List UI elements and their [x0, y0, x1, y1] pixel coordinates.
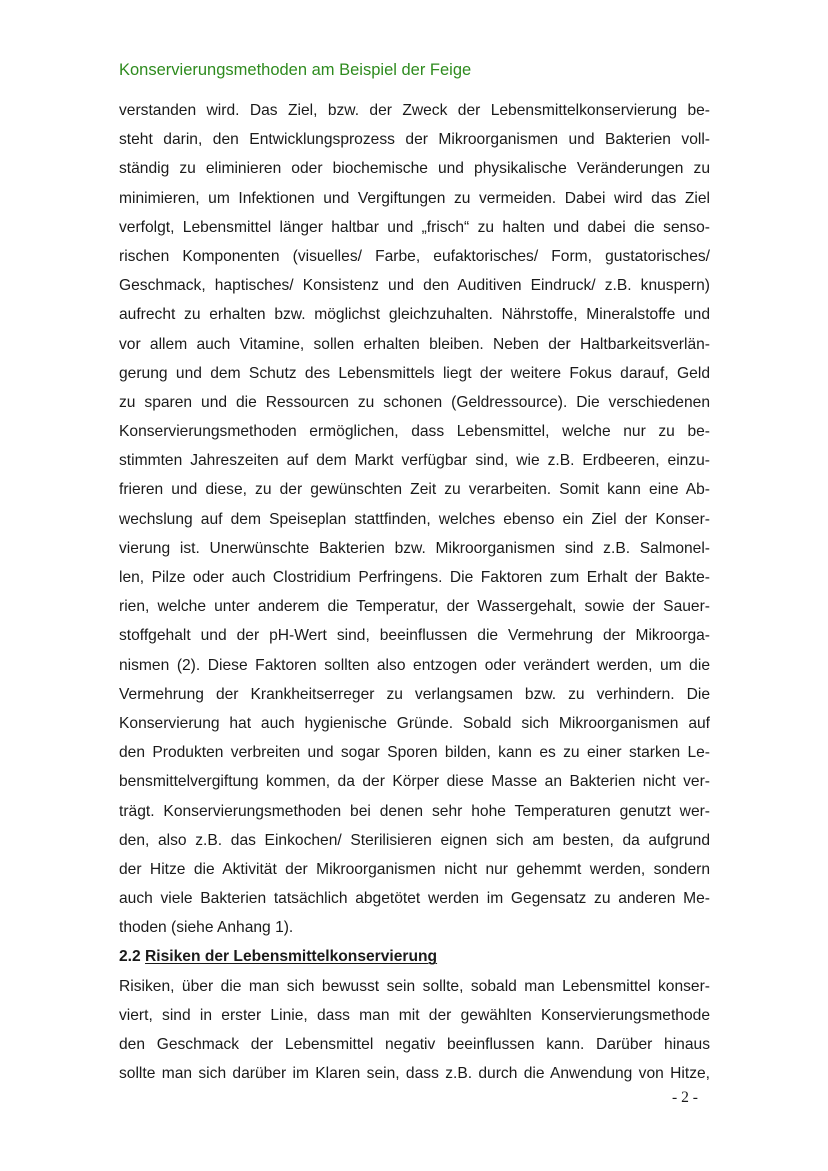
paragraph-1: [119, 96, 710, 942]
text-line: Konservierung hat auch hygienische Gründe. Sobald sich Mikroorganismen auf: [119, 714, 710, 732]
text-line: gerung und dem Schutz des Lebensmittels liegt der weitere Fokus darauf, Geld: [119, 364, 710, 382]
text-line: verfolgt, Lebensmittel länger haltbar und „frisch“ zu halten und dabei die senso-: [119, 218, 710, 236]
page-number: - 2 -: [672, 1089, 698, 1106]
text-line: aufrecht zu erhalten bzw. möglichst gleichzuhalten. Nährstoffe, Mineralstoffe und: [119, 306, 710, 324]
text-line: minimieren, um Infektionen und Vergiftungen zu vermeiden. Dabei wird das Ziel: [119, 189, 710, 207]
section-heading: [119, 942, 710, 971]
text-line: zu sparen und die Ressourcen zu schonen (Geldressource). Die verschiedenen: [119, 393, 710, 411]
text-line: rischen Komponenten (visuelles/ Farbe, eufaktorisches/ Form, gustatorisches/: [119, 247, 710, 265]
text-line: thoden (siehe Anhang 1).: [119, 919, 294, 937]
text-line: Geschmack, haptisches/ Konsistenz und den Auditiven Eindruck/ z.B. knuspern): [119, 277, 710, 295]
text-line: rien, welche unter anderem die Temperatur, der Wassergehalt, sowie der Sauer-: [119, 598, 710, 616]
text-line: bensmittelvergiftung kommen, da der Körper diese Masse an Bakterien nicht ver-: [119, 773, 710, 791]
section-title: Risiken der Lebensmittelkonservierung: [145, 948, 438, 966]
text-line: viert, sind in erster Linie, dass man mit der gewählten Konservierungsmethode: [119, 1006, 710, 1024]
text-line: vor allem auch Vitamine, sollen erhalten bleiben. Neben der Haltbarkeitsverlän-: [119, 335, 710, 353]
section-number: 2.2: [119, 948, 141, 966]
text-line: Vermehrung der Krankheitserreger zu verlangsamen bzw. zu verhindern. Die: [119, 685, 710, 703]
text-line: stimmten Jahreszeiten auf dem Markt verfügbar sind, wie z.B. Erdbeeren, einzu-: [119, 452, 710, 470]
text-line: den Geschmack der Lebensmittel negativ beeinflussen kann. Darüber hinaus: [119, 1036, 710, 1053]
text-line: verstanden wird. Das Ziel, bzw. der Zweck der Lebensmittelkonservierung be-: [119, 102, 710, 119]
text-line: vierung ist. Unerwünschte Bakterien bzw. Mikroorganismen sind z.B. Salmonel-: [119, 539, 710, 557]
text-line: Risiken, über die man sich bewusst sein sollte, sobald man Lebensmittel konser-: [119, 977, 710, 995]
text-line: nismen (2). Diese Faktoren sollten also entzogen oder verändert werden, um die: [119, 656, 710, 674]
running-header: Konservierungsmethoden am Beispiel der Feige: [119, 61, 472, 79]
text-line: steht darin, den Entwicklungsprozess der Mikroorganismen und Bakterien voll-: [119, 131, 710, 149]
text-line: den, also z.B. das Einkochen/ Sterilisieren eignen sich am besten, da aufgrund: [119, 831, 710, 849]
text-line: wechslung auf dem Speiseplan stattfinden, welches ebenso ein Ziel der Konser-: [119, 510, 710, 528]
paragraph-2: [119, 972, 710, 1089]
text-line: ständig zu eliminieren oder biochemische und physikalische Veränderungen zu: [119, 160, 710, 178]
text-line: den Produkten verbreiten und sogar Sporen bilden, kann es zu einer starken Le-: [119, 744, 710, 762]
text-line: stoffgehalt und der pH-Wert sind, beeinflussen die Vermehrung der Mikroorga-: [119, 627, 710, 645]
text-line: Konservierungsmethoden ermöglichen, dass Lebensmittel, welche nur zu be-: [119, 423, 710, 441]
text-line: len, Pilze oder auch Clostridium Perfringens. Die Faktoren zum Erhalt der Bakte-: [119, 569, 710, 586]
text-line: auch viele Bakterien tatsächlich abgetötet werden im Gegensatz zu anderen Me-: [119, 890, 710, 908]
text-line: der Hitze die Aktivität der Mikroorganismen nicht nur gehemmt werden, sondern: [119, 860, 710, 878]
body-text: [119, 96, 710, 1088]
text-line: frieren und diese, zu der gewünschten Zeit zu verarbeiten. Somit kann eine Ab-: [119, 481, 710, 499]
text-line: trägt. Konservierungsmethoden bei denen sehr hohe Temperaturen genutzt wer-: [119, 802, 710, 820]
text-line: sollte man sich darüber im Klaren sein, dass z.B. durch die Anwendung von Hitze,: [119, 1065, 710, 1083]
